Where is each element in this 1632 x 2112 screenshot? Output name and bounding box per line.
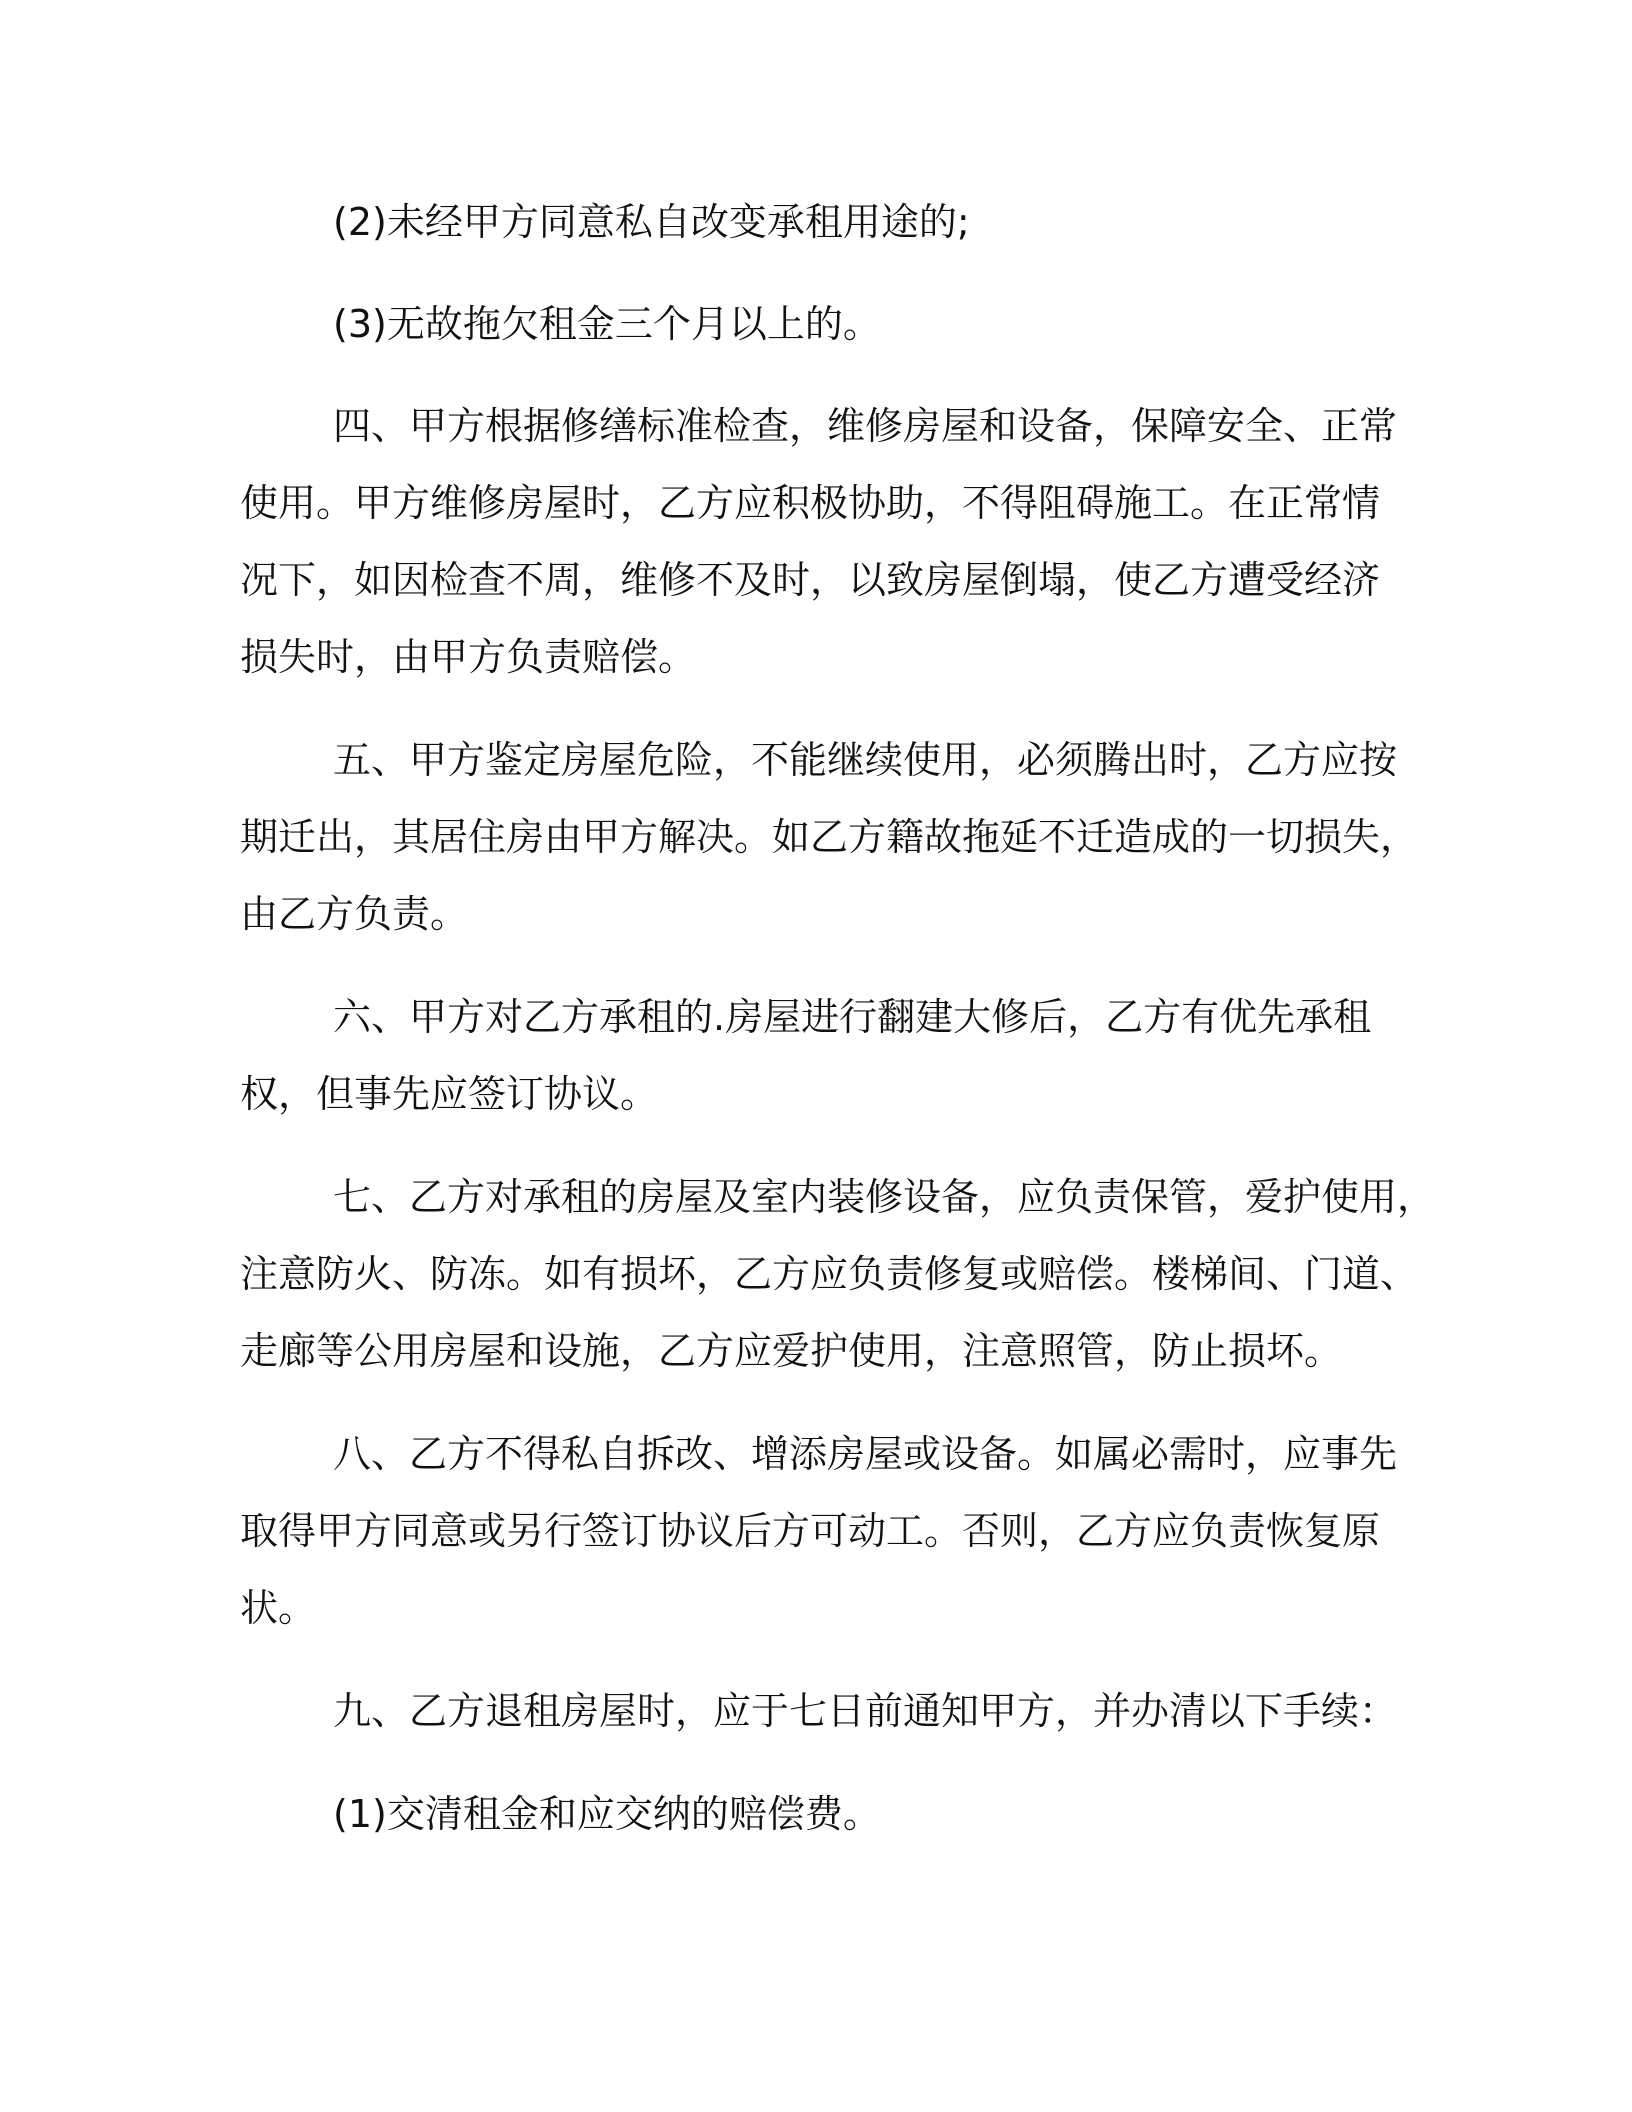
clause-eight-line-1: 八、乙方不得私自拆改、增添房屋或设备。如属必需时，应事先 [333,1432,1398,1476]
clause-six-line-2: 权，但事先应签订协议。 [240,1072,659,1116]
clause-seven-line-1: 七、乙方对承租的房屋及室内装修设备，应负责保管，爱护使用， [333,1175,1436,1219]
clause-six-line-1: 六、甲方对乙方承租的.房屋进行翻建大修后，乙方有优先承租 [333,995,1372,1039]
clause-eight-line-3: 状。 [240,1586,317,1630]
clause-five-line-1: 五、甲方鉴定房屋危险，不能继续使用，必须腾出时，乙方应按 [333,738,1398,782]
clause-seven-line-3: 走廊等公用房屋和设施，乙方应爱护使用，注意照管，防止损坏。 [240,1329,1343,1373]
clause-four-line-2: 使用。甲方维修房屋时，乙方应积极协助，不得阻碍施工。在正常情 [240,481,1381,525]
clause-four-line-1: 四、甲方根据修缮标准检查，维修房屋和设备，保障安全、正常 [333,404,1398,448]
clause-eight-line-2: 取得甲方同意或另行签订协议后方可动工。否则，乙方应负责恢复原 [240,1509,1381,1553]
clause-line-2-unauthorized-use-change: (2)未经甲方同意私自改变承租用途的; [333,200,970,244]
clause-line-3-rent-arrears: (3)无故拖欠租金三个月以上的。 [333,302,881,346]
clause-five-line-3: 由乙方负责。 [240,892,469,936]
clause-four-line-4: 损失时，由甲方负责赔偿。 [240,635,697,679]
clause-five-line-2: 期迁出，其居住房由甲方解决。如乙方籍故拖延不迁造成的一切损失， [240,815,1419,859]
clause-nine-item-1: (1)交清租金和应交纳的赔偿费。 [333,1792,881,1836]
clause-seven-line-2: 注意防火、防冻。如有损坏，乙方应负责修复或赔偿。楼梯间、门道、 [240,1252,1419,1296]
clause-four-line-3: 况下，如因检查不周，维修不及时，以致房屋倒塌，使乙方遭受经济 [240,558,1381,602]
clause-nine-line-1: 九、乙方退租房屋时，应于七日前通知甲方，并办清以下手续： [333,1689,1398,1733]
